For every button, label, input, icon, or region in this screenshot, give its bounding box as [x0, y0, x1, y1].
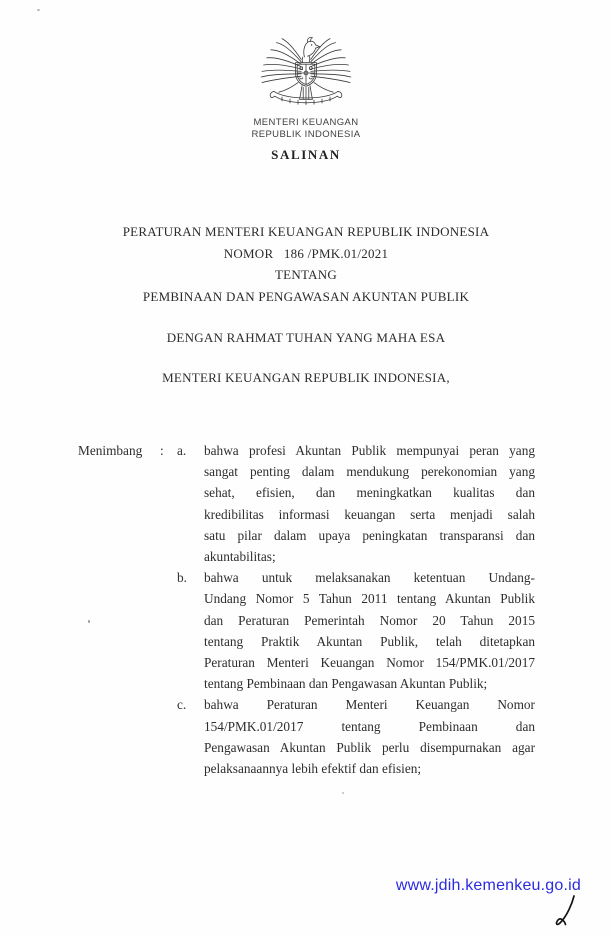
- text-line: bahwa Peraturan Menteri Keuangan Nomor: [204, 697, 535, 713]
- text-line: sangat penting dalam mendukung perekonomian yang: [204, 464, 535, 480]
- regulation-title-block: [0, 221, 612, 308]
- item-text: [204, 440, 535, 567]
- considerations-section: [78, 440, 535, 779]
- authority-line: MENTERI KEUANGAN REPUBLIK INDONESIA,: [162, 370, 450, 385]
- text-line: Peraturan Menteri Keuangan Nomor 154/PMK.01/2017: [204, 655, 535, 671]
- copy-stamp-label: SALINAN: [271, 147, 341, 162]
- handwritten-paraf-mark: [552, 894, 582, 932]
- regulation-subject: PEMBINAAN DAN PENGAWASAN AKUNTAN PUBLIK: [142, 289, 470, 305]
- about-label: TENTANG: [274, 267, 338, 283]
- item-letter: b.: [177, 570, 187, 586]
- scan-artifact: [88, 620, 90, 623]
- garuda-pancasila-emblem: [258, 36, 354, 110]
- item-letter: c.: [177, 697, 187, 713]
- text-line: kredibilitas informasi keuangan serta menjadi salah: [204, 506, 535, 522]
- item-letter: a.: [177, 443, 187, 458]
- text-line: bahwa profesi Akuntan Publik mempunyai peran yang: [204, 443, 535, 458]
- text-line: sehat, efisien, dan meningkatkan kualitas dan: [204, 485, 535, 501]
- invocation-line: DENGAN RAHMAT TUHAN YANG MAHA ESA: [166, 330, 446, 345]
- text-line: bahwa untuk melaksanakan ketentuan Undang-: [204, 570, 535, 586]
- consideration-item-c: [78, 694, 535, 779]
- item-text: [204, 694, 535, 779]
- regulation-number: NOMOR 186 /PMK.01/2021: [223, 245, 389, 261]
- text-line: dan Peraturan Pemerintah Nomor 20 Tahun 2015: [204, 612, 535, 628]
- text-line: 154/PMK.01/2017 tentang Pembinaan dan: [204, 718, 535, 734]
- regulation-title: PERATURAN MENTERI KEUANGAN REPUBLIK INDONESIA: [122, 224, 490, 239]
- text-line: pelaksanaannya lebih efektif dan efisien;: [204, 761, 422, 777]
- letterhead: [0, 36, 612, 163]
- jdih-watermark-url: www.jdih.kemenkeu.go.id: [395, 877, 581, 894]
- text-line: Undang Nomor 5 Tahun 2011 tentang Akuntan Publik: [204, 591, 535, 607]
- ministry-name-line2: REPUBLIK INDONESIA: [251, 129, 361, 140]
- scan-artifact: [342, 792, 344, 794]
- scan-artifact: [37, 9, 40, 11]
- text-line: Pengawasan Akuntan Publik perlu disempurnakan agar: [204, 739, 535, 755]
- ministry-name-line1: MENTERI KEUANGAN: [253, 117, 359, 128]
- consideration-item-a: [78, 440, 535, 567]
- text-line: akuntabilitas;: [204, 549, 276, 565]
- consideration-item-b: [78, 567, 535, 694]
- item-text: [204, 567, 535, 694]
- text-line: tentang Pembinaan dan Pengawasan Akuntan Publik;: [204, 676, 488, 692]
- considerations-label: Menimbang: [78, 443, 143, 458]
- text-line: satu pilar dalam upaya peningkatan transparansi dan: [204, 527, 535, 543]
- text-line: tentang Praktik Akuntan Publik, telah ditetapkan: [204, 633, 535, 649]
- considerations-colon: :: [160, 443, 164, 458]
